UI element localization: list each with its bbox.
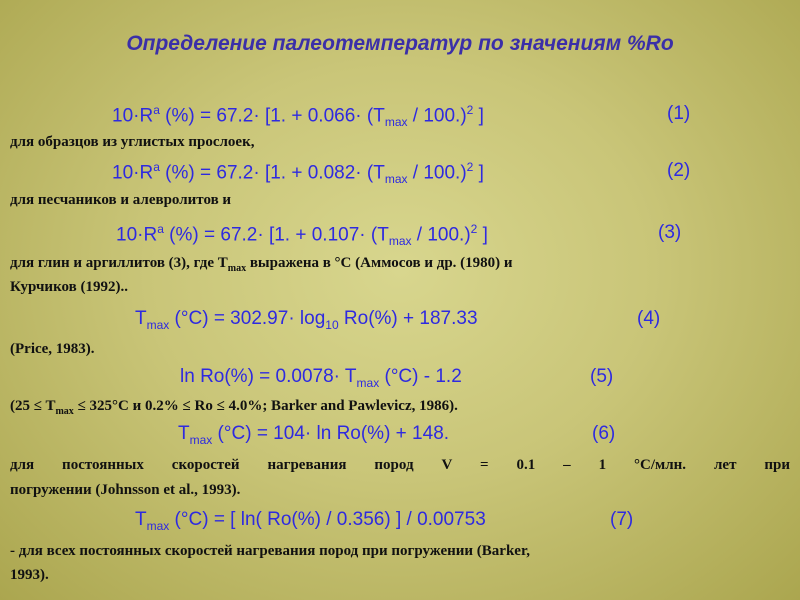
note-6-continued: погружении (Johnsson et al., 1993). xyxy=(10,482,241,498)
equation-7: $T_{max}$ (°C) = [ ln( Ro(%) / 0.356) ] / 0.00753 xyxy=(135,509,486,533)
equation-3-number: (3) xyxy=(658,222,682,243)
equation-5-number: (5) xyxy=(590,366,614,387)
equation-6: $T_{max}$ (°C) = 104· ln Ro(%) + 148. xyxy=(178,423,450,447)
note-6: для постоянных скоростей нагревания пород V = 0.1 – 1 °С/млн. лет при xyxy=(10,457,790,473)
note-3: для глин и аргиллитов (3), где $T_{max}$ выражена в °С (Аммосов и др. (1980) и xyxy=(10,255,513,274)
slide-title: Определение палеотемператур по значениям %Ro xyxy=(126,32,674,55)
equation-4: $T_{max}$ $(^\circ C) = 302.97\cdot \log_{10} Ro(\%) + 187.33$ xyxy=(135,308,478,332)
equation-3: $10\cdot R^a$ (%) = 67.2· [1. + $0.107\cdot (T_{max} / 100.)^2$ ] xyxy=(116,222,488,249)
note-7: - для всех постоянных скоростей нагревания пород при погружении (Barker, xyxy=(10,543,530,559)
note-2: для песчаников и алевролитов и xyxy=(10,192,232,208)
equation-6-number: (6) xyxy=(592,423,616,444)
equation-5: $\ln Ro(\%) = 0.0078\cdot T_{max}$ (°C) - 1.2 xyxy=(180,366,462,390)
note-4: (Price, 1983). xyxy=(10,341,95,357)
equation-1-number: (1) xyxy=(667,103,691,124)
note-5: ($25 \le T_{max} \le 325^\circ C$ и 0.2% ≤ Ro ≤ 4.0%; Barker and Pawlevicz, 1986). xyxy=(10,398,458,417)
note-3-continued: Курчиков (1992).. xyxy=(10,279,128,295)
note-7-continued: 1993). xyxy=(10,567,49,583)
equation-4-number: (4) xyxy=(637,308,661,329)
equation-2-number: (2) xyxy=(667,160,691,181)
note-1: для образцов из углистых прослоек, xyxy=(10,134,255,150)
equation-1: $10\cdot R^a$ (%) = 67.2· [1. + $0.066\cdot (T_{max} / 100.)^2$ ] xyxy=(112,103,484,130)
equation-7-number: (7) xyxy=(610,509,634,530)
equation-2: $10\cdot R^a$ (%) = 67.2· [1. + $0.082\cdot (T_{max} / 100.)^2$ ] xyxy=(112,160,484,187)
